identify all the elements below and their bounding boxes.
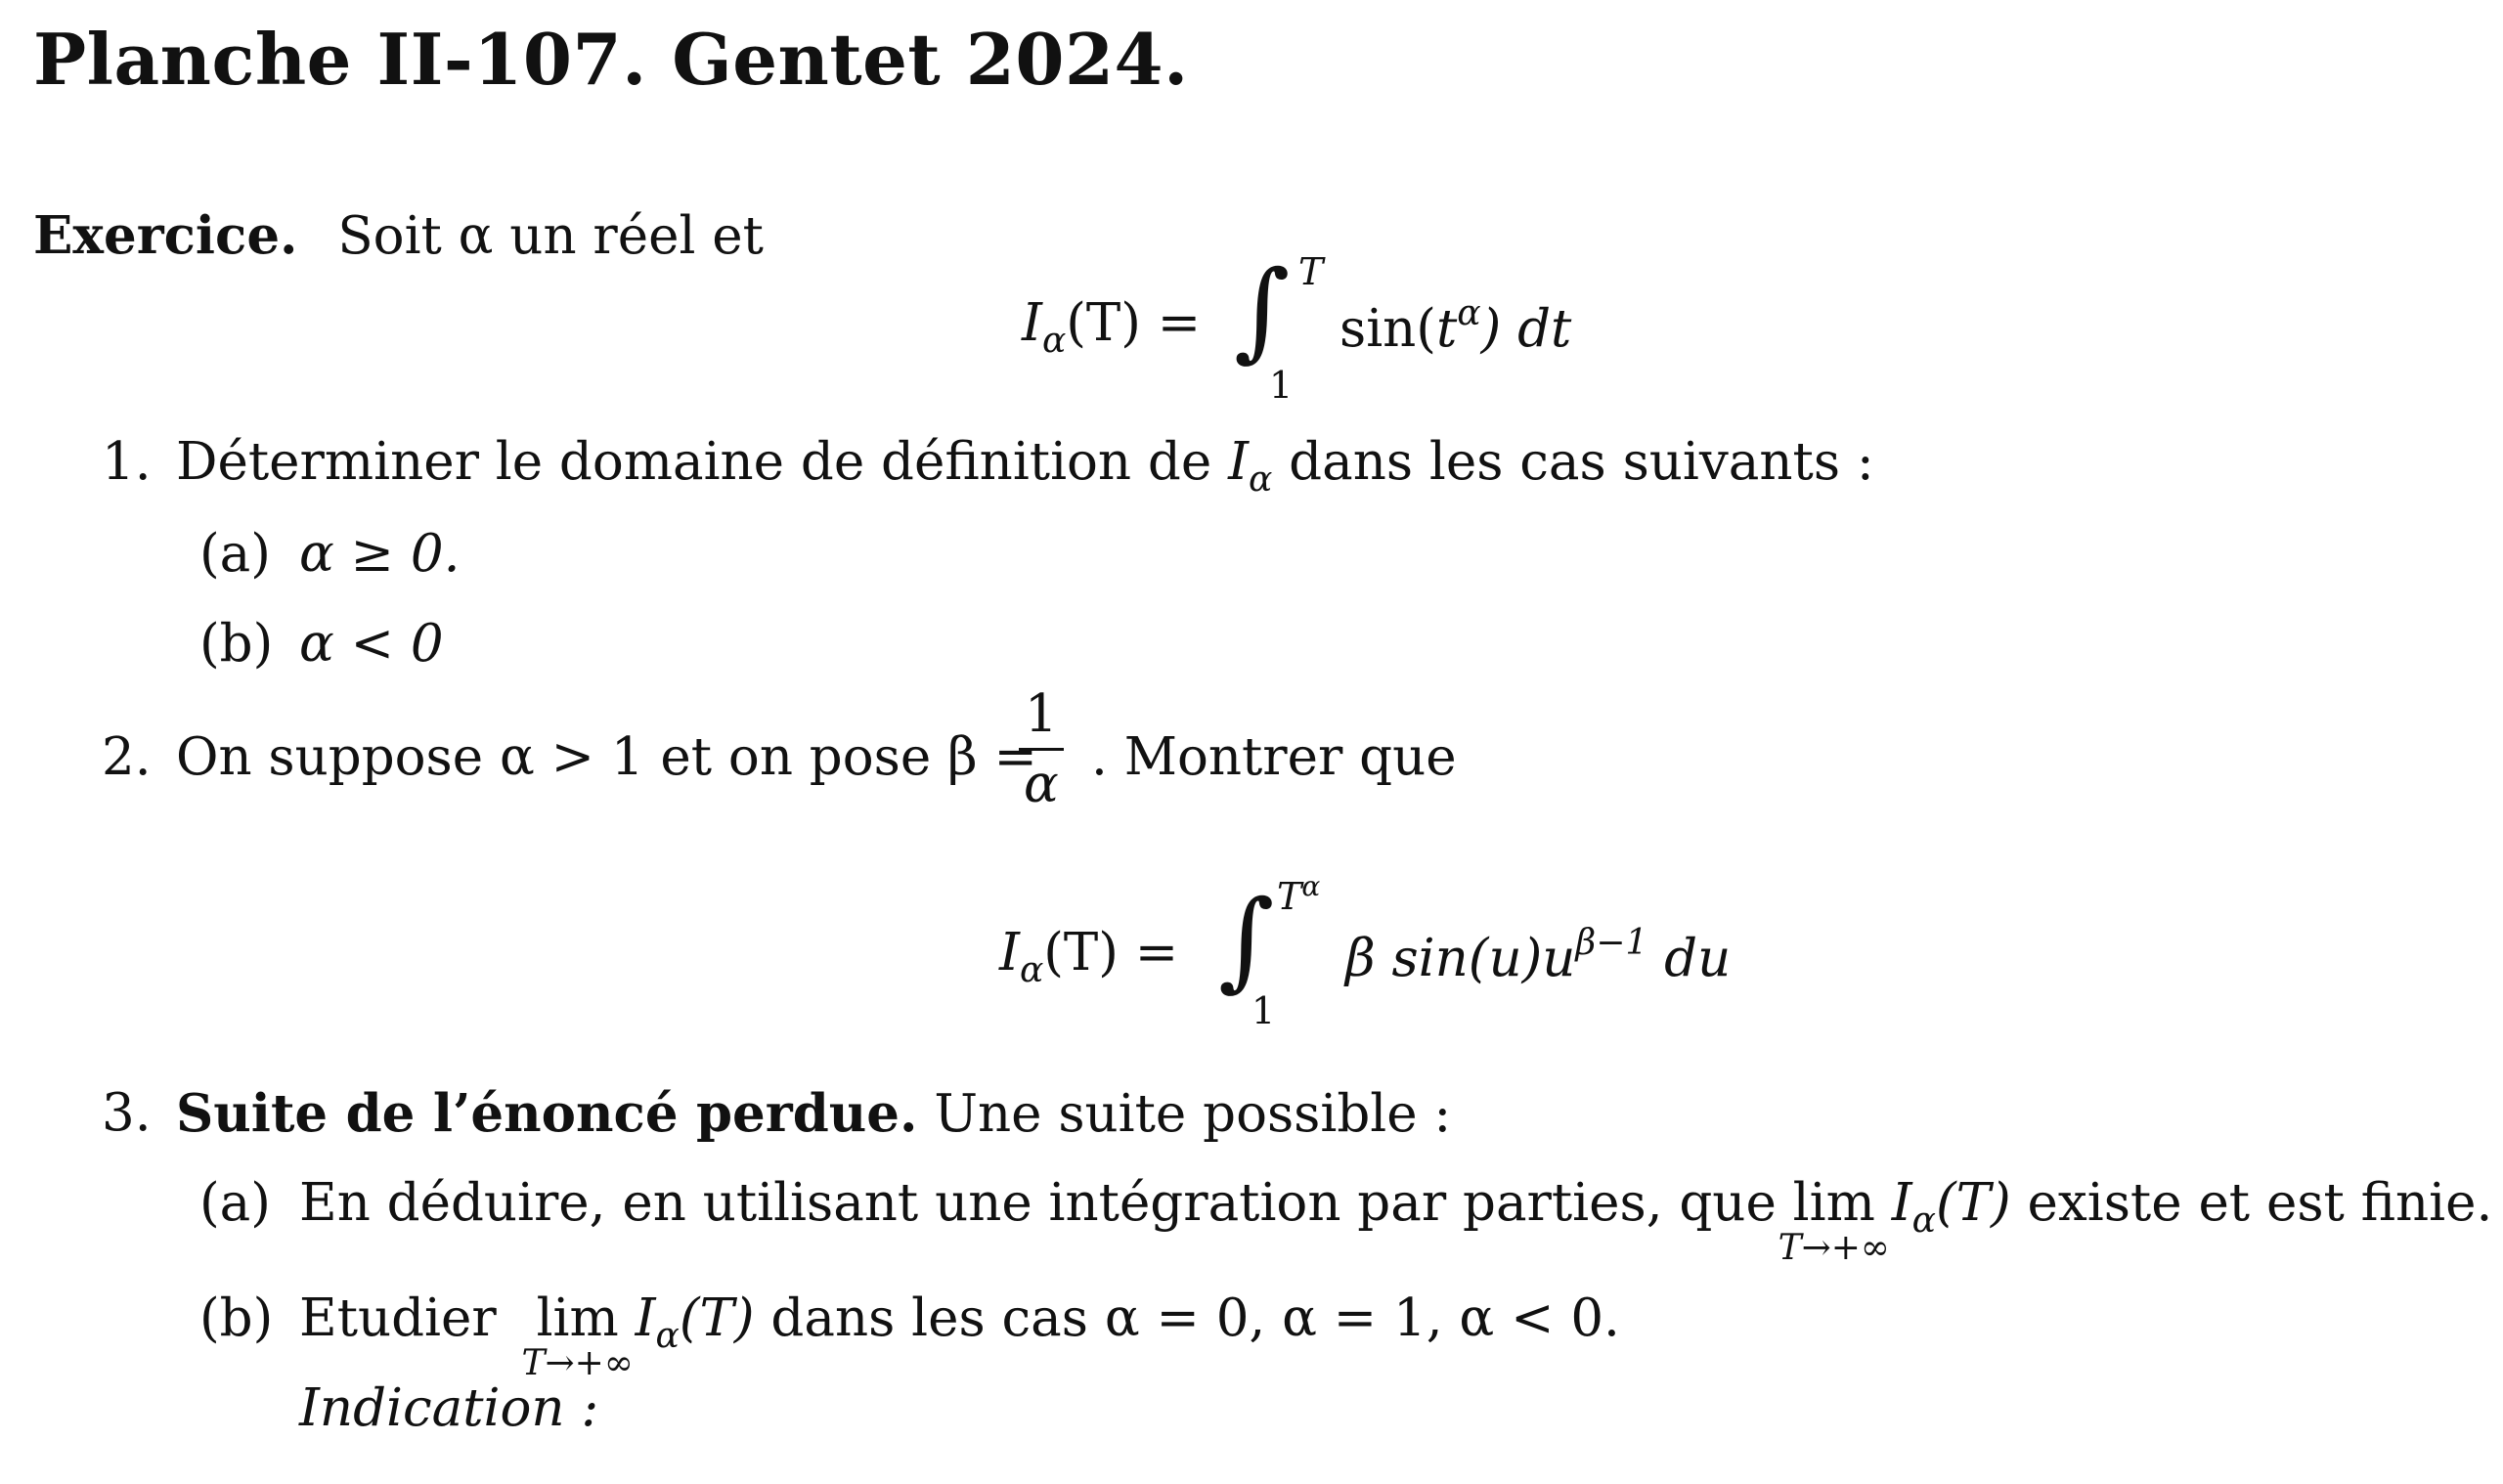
formula-1-lhs-sub: α [1041, 321, 1067, 361]
formula-1-body-sup: α [1457, 293, 1481, 333]
formula-1-lower: 1 [1269, 364, 1294, 407]
q3b-lim-below: T→+∞ [521, 1343, 634, 1383]
formula-2-upper-sup: α [1301, 870, 1321, 902]
q1-text-a: Déterminer le domaine de définition de [176, 432, 1212, 492]
q3a-text [299, 1173, 2493, 1268]
q3b-label: (b) [199, 1288, 274, 1348]
q1-I-sub: α [1249, 459, 1273, 500]
q1-text-b: dans les cas suivants : [1289, 432, 1874, 492]
q3a-lim-word: lim [1792, 1173, 1875, 1233]
q3a-lim-below: T→+∞ [1778, 1228, 1890, 1268]
formula-2 [999, 923, 1178, 990]
formula-1-body-b: ) dt [1480, 299, 1572, 359]
q3-plain-text: Une suite possible : [934, 1084, 1452, 1144]
formula-2-body [1345, 923, 1731, 988]
q1b-label: (b) [199, 614, 274, 674]
q1b-text: α < 0 [299, 614, 444, 674]
formula-1 [1022, 293, 1201, 361]
q3b-I-arg: (T) [679, 1288, 755, 1348]
formula-2-lower: 1 [1252, 989, 1276, 1032]
q2-number: 2. [102, 727, 152, 787]
q2-text-a: On suppose α > 1 et on pose β = [176, 727, 1037, 787]
formula-1-body-t: t [1435, 299, 1458, 359]
q3a-limit [1778, 1173, 1890, 1268]
formula-2-upper-T: T [1277, 875, 1302, 918]
q3a-text-b: existe et est finie. [2027, 1173, 2493, 1233]
q2-fraction [1019, 684, 1064, 820]
fraction-numerator: 1 [1019, 684, 1064, 751]
q3a-I-arg: (T) [1935, 1173, 2011, 1233]
q2-text-b: . Montrer que [1091, 727, 1457, 787]
formula-2-lhs: I [999, 923, 1020, 982]
formula-1-lhs-arg: (T) = [1066, 293, 1202, 353]
formula-1-upper: T [1298, 250, 1324, 293]
q1-text [176, 432, 1874, 500]
page-title: Planche II-107. Gentet 2024. [33, 18, 1189, 101]
formula-2-lhs-arg: (T) = [1043, 923, 1179, 982]
exercise-intro [33, 205, 764, 266]
q3b-text-a: Etudier [299, 1288, 497, 1348]
q3-number: 3. [102, 1083, 152, 1143]
formula-2-upper [1277, 870, 1320, 918]
q3a-I: I [1891, 1173, 1912, 1233]
q3a-text-a: En déduire, en utilisant une intégration par parties, que [299, 1173, 1777, 1233]
q3a-label: (a) [199, 1173, 271, 1233]
formula-2-body-b: du [1664, 929, 1732, 988]
q1-number: 1. [102, 432, 152, 492]
beta-fraction [1019, 684, 1064, 814]
q1-I: I [1228, 432, 1249, 492]
formula-2-lhs-sub: α [1019, 950, 1044, 990]
q3b-I-sub: α [655, 1316, 680, 1356]
q1a-label: (a) [199, 524, 271, 584]
formula-2-body-sup: β−1 [1575, 923, 1648, 963]
fraction-denominator: α [1023, 755, 1059, 814]
indication: Indication : [299, 1378, 599, 1438]
q3-bold-text: Suite de l’énoncé perdue. [176, 1083, 918, 1144]
q3b-I: I [635, 1288, 656, 1348]
formula-1-lhs: I [1022, 293, 1042, 353]
q3b-lim-word: lim [536, 1288, 619, 1348]
q3b-text-b: dans les cas α = 0, α = 1, α < 0. [770, 1288, 1620, 1348]
q3a-I-sub: α [1911, 1200, 1936, 1241]
integral-sign-1: ∫ [1234, 247, 1291, 372]
q3b-text [299, 1288, 1620, 1383]
q3-text [176, 1083, 1451, 1144]
q1a-text: α ≥ 0. [299, 524, 461, 584]
formula-2-body-a: β sin(u)u [1345, 929, 1576, 988]
formula-1-body-a: sin( [1339, 299, 1436, 359]
formula-1-body [1339, 293, 1571, 359]
q3b-limit [521, 1288, 634, 1383]
integral-sign-2: ∫ [1218, 877, 1275, 1002]
exercise-intro-text: Soit α un réel et [337, 206, 764, 266]
exercise-label: Exercice. [33, 205, 298, 266]
